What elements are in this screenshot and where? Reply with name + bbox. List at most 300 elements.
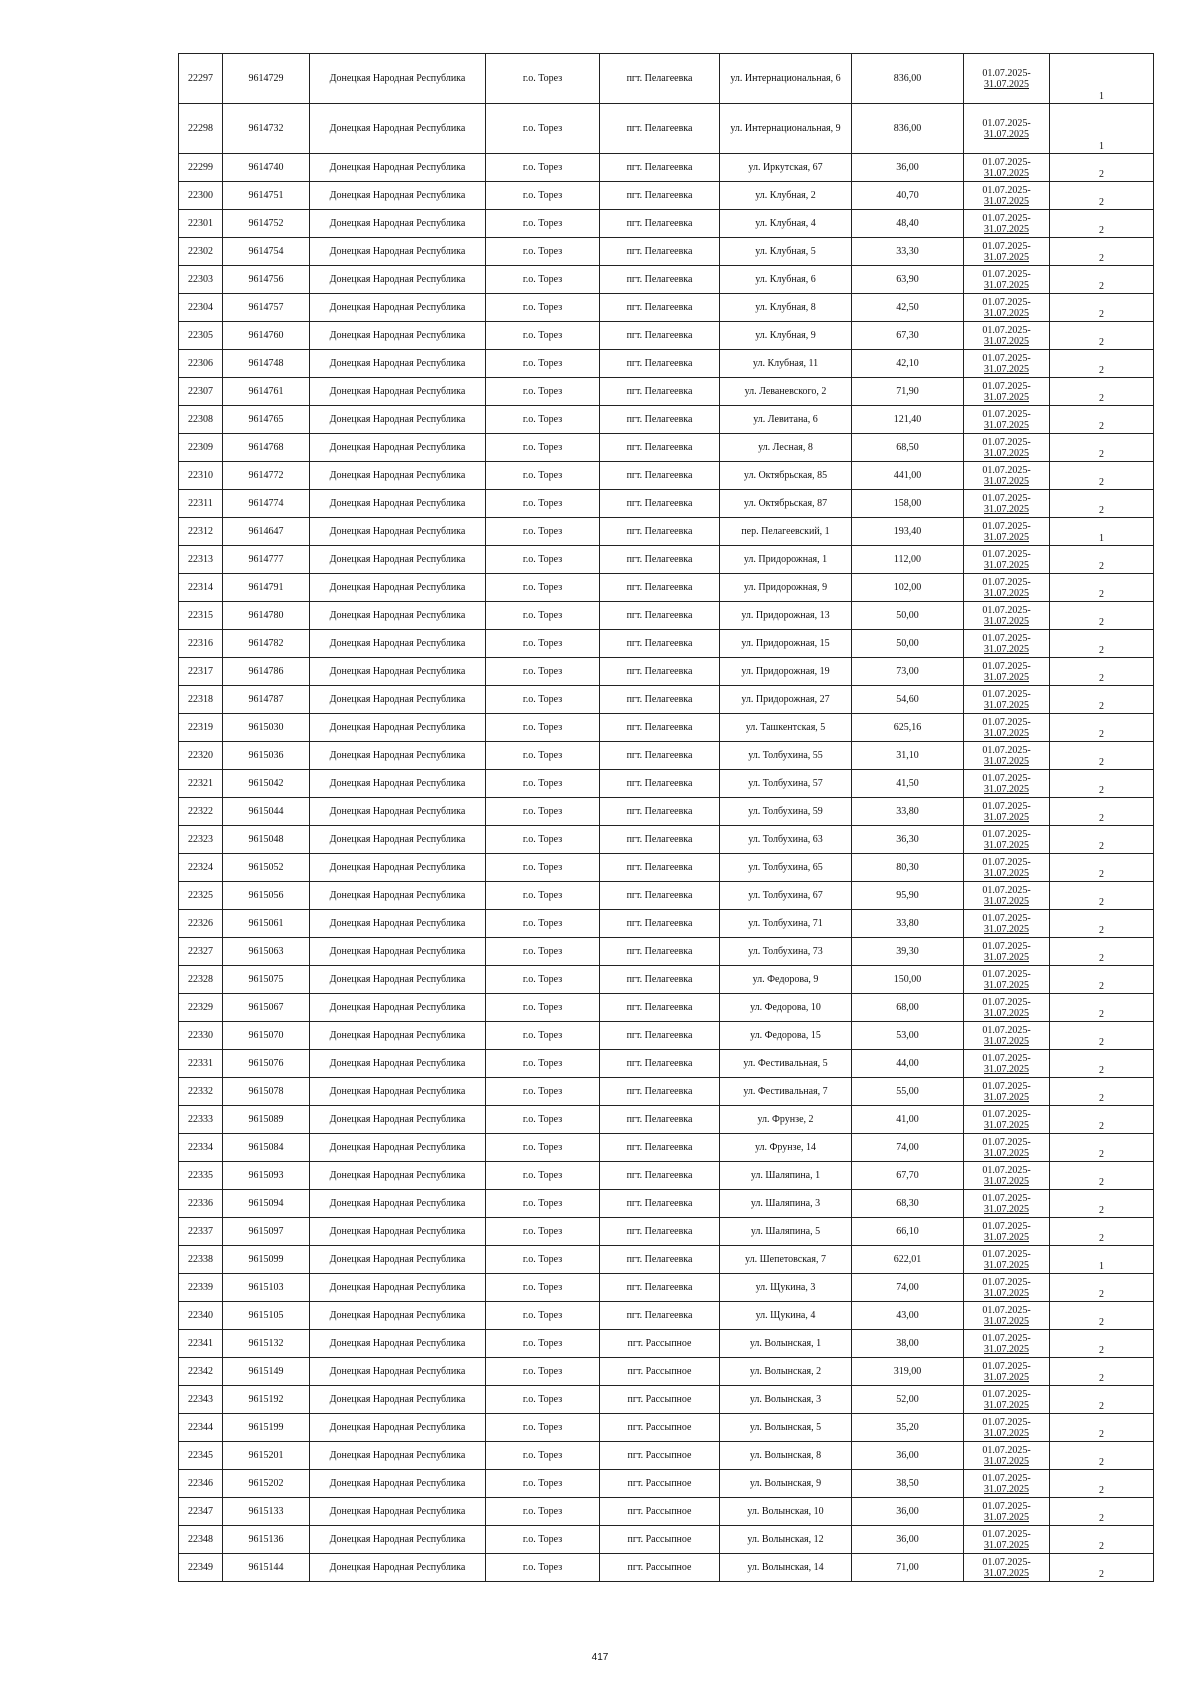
district-cell: г.о. Торез (486, 490, 600, 518)
settlement-cell: пгт. Пелагеевка (600, 742, 720, 770)
period-start: 01.07.2025- (982, 717, 1031, 728)
period-cell (964, 798, 1050, 826)
area-cell: 836,00 (852, 104, 964, 154)
period-start: 01.07.2025- (982, 1109, 1031, 1120)
count-cell: 2 (1050, 1106, 1154, 1134)
count-cell: 2 (1050, 238, 1154, 266)
area-cell: 33,80 (852, 798, 964, 826)
period-end: 31.07.2025 (984, 1232, 1029, 1243)
row-number-cell: 22314 (179, 574, 223, 602)
period-end: 31.07.2025 (984, 896, 1029, 907)
area-cell: 31,10 (852, 742, 964, 770)
table-row (179, 1134, 1154, 1162)
region-cell: Донецкая Народная Республика (310, 294, 486, 322)
region-cell: Донецкая Народная Республика (310, 1134, 486, 1162)
period-end: 31.07.2025 (984, 420, 1029, 431)
district-cell: г.о. Торез (486, 1106, 600, 1134)
district-cell: г.о. Торез (486, 1190, 600, 1218)
period-start: 01.07.2025- (982, 297, 1031, 308)
period-end: 31.07.2025 (984, 868, 1029, 879)
period-cell (964, 1190, 1050, 1218)
period-end: 31.07.2025 (984, 812, 1029, 823)
count-cell: 2 (1050, 462, 1154, 490)
row-number-cell: 22319 (179, 714, 223, 742)
settlement-cell: пгт. Рассыпное (600, 1470, 720, 1498)
period-end: 31.07.2025 (984, 1092, 1029, 1103)
table-row (179, 322, 1154, 350)
district-cell: г.о. Торез (486, 54, 600, 104)
table-row (179, 1022, 1154, 1050)
settlement-cell: пгт. Рассыпное (600, 1330, 720, 1358)
region-cell: Донецкая Народная Республика (310, 742, 486, 770)
period-start: 01.07.2025- (982, 409, 1031, 420)
region-cell: Донецкая Народная Республика (310, 1190, 486, 1218)
period-end: 31.07.2025 (984, 364, 1029, 375)
object-id-cell: 9614732 (223, 104, 310, 154)
period-cell (964, 238, 1050, 266)
area-cell: 36,30 (852, 826, 964, 854)
area-cell: 41,50 (852, 770, 964, 798)
row-number-cell: 22347 (179, 1498, 223, 1526)
row-number-cell: 22322 (179, 798, 223, 826)
region-cell: Донецкая Народная Республика (310, 238, 486, 266)
region-cell: Донецкая Народная Республика (310, 54, 486, 104)
row-number-cell: 22325 (179, 882, 223, 910)
district-cell: г.о. Торез (486, 1498, 600, 1526)
period-start: 01.07.2025- (982, 465, 1031, 476)
row-number-cell: 22301 (179, 210, 223, 238)
settlement-cell: пгт. Пелагеевка (600, 910, 720, 938)
period-end: 31.07.2025 (984, 1064, 1029, 1075)
address-cell: ул. Толбухина, 71 (720, 910, 852, 938)
object-id-cell: 9615048 (223, 826, 310, 854)
address-cell: ул. Толбухина, 59 (720, 798, 852, 826)
district-cell: г.о. Торез (486, 154, 600, 182)
count-cell: 2 (1050, 1358, 1154, 1386)
period-cell (964, 574, 1050, 602)
district-cell: г.о. Торез (486, 238, 600, 266)
settlement-cell: пгт. Пелагеевка (600, 1050, 720, 1078)
period-end: 31.07.2025 (984, 924, 1029, 935)
count-cell: 2 (1050, 882, 1154, 910)
period-start: 01.07.2025- (982, 1165, 1031, 1176)
period-end: 31.07.2025 (984, 952, 1029, 963)
table-row (179, 714, 1154, 742)
period-cell (964, 1078, 1050, 1106)
table-row (179, 1386, 1154, 1414)
address-cell: ул. Клубная, 9 (720, 322, 852, 350)
period-end: 31.07.2025 (984, 1008, 1029, 1019)
row-number-cell: 22342 (179, 1358, 223, 1386)
object-id-cell: 9614761 (223, 378, 310, 406)
address-cell: ул. Придорожная, 9 (720, 574, 852, 602)
object-id-cell: 9615199 (223, 1414, 310, 1442)
period-start: 01.07.2025- (982, 857, 1031, 868)
period-end: 31.07.2025 (984, 129, 1029, 140)
register-rows (179, 54, 1154, 1582)
district-cell: г.о. Торез (486, 518, 600, 546)
period-end: 31.07.2025 (984, 1148, 1029, 1159)
count-cell: 2 (1050, 378, 1154, 406)
row-number-cell: 22324 (179, 854, 223, 882)
area-cell: 112,00 (852, 546, 964, 574)
district-cell: г.о. Торез (486, 1526, 600, 1554)
settlement-cell: пгт. Рассыпное (600, 1358, 720, 1386)
region-cell: Донецкая Народная Республика (310, 910, 486, 938)
area-cell: 71,00 (852, 1554, 964, 1582)
object-id-cell: 9615063 (223, 938, 310, 966)
area-cell: 74,00 (852, 1134, 964, 1162)
settlement-cell: пгт. Пелагеевка (600, 1134, 720, 1162)
address-cell: ул. Федорова, 15 (720, 1022, 852, 1050)
settlement-cell: пгт. Пелагеевка (600, 266, 720, 294)
district-cell: г.о. Торез (486, 1414, 600, 1442)
period-cell (964, 966, 1050, 994)
count-cell: 2 (1050, 434, 1154, 462)
district-cell: г.о. Торез (486, 294, 600, 322)
area-cell: 43,00 (852, 1302, 964, 1330)
settlement-cell: пгт. Пелагеевка (600, 994, 720, 1022)
district-cell: г.о. Торез (486, 1274, 600, 1302)
table-row (179, 434, 1154, 462)
table-row (179, 350, 1154, 378)
period-start: 01.07.2025- (982, 745, 1031, 756)
period-start: 01.07.2025- (982, 661, 1031, 672)
area-cell: 67,30 (852, 322, 964, 350)
address-cell: ул. Толбухина, 55 (720, 742, 852, 770)
area-cell: 36,00 (852, 1498, 964, 1526)
object-id-cell: 9614751 (223, 182, 310, 210)
period-end: 31.07.2025 (984, 840, 1029, 851)
period-end: 31.07.2025 (984, 1120, 1029, 1131)
region-cell: Донецкая Народная Республика (310, 1218, 486, 1246)
row-number-cell: 22300 (179, 182, 223, 210)
period-end: 31.07.2025 (984, 196, 1029, 207)
settlement-cell: пгт. Пелагеевка (600, 1190, 720, 1218)
address-cell: ул. Клубная, 5 (720, 238, 852, 266)
table-row (179, 1218, 1154, 1246)
period-cell (964, 462, 1050, 490)
count-cell: 2 (1050, 210, 1154, 238)
row-number-cell: 22307 (179, 378, 223, 406)
page-number: 417 (591, 1652, 609, 1663)
count-cell: 2 (1050, 1498, 1154, 1526)
period-start: 01.07.2025- (982, 353, 1031, 364)
table-row (179, 1246, 1154, 1274)
period-start: 01.07.2025- (982, 325, 1031, 336)
table-row (179, 938, 1154, 966)
period-end: 31.07.2025 (984, 1540, 1029, 1551)
count-cell: 2 (1050, 154, 1154, 182)
period-end: 31.07.2025 (984, 1456, 1029, 1467)
period-cell (964, 434, 1050, 462)
area-cell: 102,00 (852, 574, 964, 602)
object-id-cell: 9615094 (223, 1190, 310, 1218)
region-cell: Донецкая Народная Республика (310, 602, 486, 630)
district-cell: г.о. Торез (486, 1218, 600, 1246)
table-row (179, 1274, 1154, 1302)
period-end: 31.07.2025 (984, 504, 1029, 515)
period-cell (964, 182, 1050, 210)
object-id-cell: 9614752 (223, 210, 310, 238)
area-cell: 36,00 (852, 154, 964, 182)
period-start: 01.07.2025- (982, 997, 1031, 1008)
object-id-cell: 9614729 (223, 54, 310, 104)
region-cell: Донецкая Народная Республика (310, 1554, 486, 1582)
address-cell: ул. Фестивальная, 5 (720, 1050, 852, 1078)
settlement-cell: пгт. Пелагеевка (600, 770, 720, 798)
region-cell: Донецкая Народная Республика (310, 434, 486, 462)
table-row (179, 1330, 1154, 1358)
count-cell: 2 (1050, 658, 1154, 686)
object-id-cell: 9615078 (223, 1078, 310, 1106)
district-cell: г.о. Торез (486, 1078, 600, 1106)
period-start: 01.07.2025- (982, 521, 1031, 532)
table-row (179, 154, 1154, 182)
address-cell: ул. Придорожная, 1 (720, 546, 852, 574)
period-start: 01.07.2025- (982, 213, 1031, 224)
period-end: 31.07.2025 (984, 448, 1029, 459)
period-start: 01.07.2025- (982, 68, 1031, 79)
object-id-cell: 9615075 (223, 966, 310, 994)
area-cell: 193,40 (852, 518, 964, 546)
period-end: 31.07.2025 (984, 672, 1029, 683)
object-id-cell: 9614777 (223, 546, 310, 574)
row-number-cell: 22332 (179, 1078, 223, 1106)
table-row (179, 1470, 1154, 1498)
object-id-cell: 9615036 (223, 742, 310, 770)
count-cell: 1 (1050, 1246, 1154, 1274)
address-cell: ул. Ташкентская, 5 (720, 714, 852, 742)
count-cell: 2 (1050, 266, 1154, 294)
table-row (179, 910, 1154, 938)
settlement-cell: пгт. Рассыпное (600, 1442, 720, 1470)
region-cell: Донецкая Народная Республика (310, 1162, 486, 1190)
district-cell: г.о. Торез (486, 1162, 600, 1190)
row-number-cell: 22345 (179, 1442, 223, 1470)
row-number-cell: 22337 (179, 1218, 223, 1246)
address-cell: ул. Придорожная, 15 (720, 630, 852, 658)
object-id-cell: 9614772 (223, 462, 310, 490)
object-id-cell: 9615105 (223, 1302, 310, 1330)
object-id-cell: 9615099 (223, 1246, 310, 1274)
period-start: 01.07.2025- (982, 689, 1031, 700)
period-cell (964, 602, 1050, 630)
period-start: 01.07.2025- (982, 549, 1031, 560)
address-cell: ул. Левитана, 6 (720, 406, 852, 434)
address-cell: ул. Волынская, 3 (720, 1386, 852, 1414)
row-number-cell: 22316 (179, 630, 223, 658)
period-start: 01.07.2025- (982, 773, 1031, 784)
region-cell: Донецкая Народная Республика (310, 1274, 486, 1302)
count-cell: 2 (1050, 1414, 1154, 1442)
district-cell: г.о. Торез (486, 1358, 600, 1386)
area-cell: 41,00 (852, 1106, 964, 1134)
row-number-cell: 22333 (179, 1106, 223, 1134)
district-cell: г.о. Торез (486, 546, 600, 574)
object-id-cell: 9615067 (223, 994, 310, 1022)
period-start: 01.07.2025- (982, 185, 1031, 196)
address-cell: ул. Шепетовская, 7 (720, 1246, 852, 1274)
period-cell (964, 1442, 1050, 1470)
period-end: 31.07.2025 (984, 1400, 1029, 1411)
table-row (179, 1106, 1154, 1134)
row-number-cell: 22336 (179, 1190, 223, 1218)
count-cell: 2 (1050, 1190, 1154, 1218)
area-cell: 42,50 (852, 294, 964, 322)
address-cell: ул. Федорова, 10 (720, 994, 852, 1022)
period-cell (964, 826, 1050, 854)
address-cell: ул. Фрунзе, 2 (720, 1106, 852, 1134)
object-id-cell: 9615061 (223, 910, 310, 938)
count-cell: 2 (1050, 938, 1154, 966)
address-cell: ул. Толбухина, 65 (720, 854, 852, 882)
period-end: 31.07.2025 (984, 1512, 1029, 1523)
period-start: 01.07.2025- (982, 1417, 1031, 1428)
period-cell (964, 378, 1050, 406)
table-row (179, 266, 1154, 294)
period-start: 01.07.2025- (982, 1529, 1031, 1540)
object-id-cell: 9614647 (223, 518, 310, 546)
object-id-cell: 9614754 (223, 238, 310, 266)
area-cell: 35,20 (852, 1414, 964, 1442)
table-row (179, 1442, 1154, 1470)
period-cell (964, 1162, 1050, 1190)
region-cell: Донецкая Народная Республика (310, 210, 486, 238)
count-cell: 2 (1050, 350, 1154, 378)
row-number-cell: 22346 (179, 1470, 223, 1498)
address-cell: ул. Фестивальная, 7 (720, 1078, 852, 1106)
period-cell (964, 1330, 1050, 1358)
row-number-cell: 22306 (179, 350, 223, 378)
district-cell: г.о. Торез (486, 938, 600, 966)
table-row (179, 630, 1154, 658)
address-cell: ул. Волынская, 2 (720, 1358, 852, 1386)
row-number-cell: 22328 (179, 966, 223, 994)
table-row (179, 742, 1154, 770)
count-cell: 2 (1050, 1050, 1154, 1078)
period-cell (964, 1414, 1050, 1442)
address-cell: ул. Клубная, 8 (720, 294, 852, 322)
period-start: 01.07.2025- (982, 829, 1031, 840)
area-cell: 36,00 (852, 1526, 964, 1554)
period-end: 31.07.2025 (984, 1036, 1029, 1047)
row-number-cell: 22315 (179, 602, 223, 630)
region-cell: Донецкая Народная Республика (310, 1022, 486, 1050)
district-cell: г.о. Торез (486, 406, 600, 434)
area-cell: 50,00 (852, 630, 964, 658)
table-row (179, 1498, 1154, 1526)
period-cell (964, 546, 1050, 574)
count-cell: 2 (1050, 1442, 1154, 1470)
address-cell: ул. Клубная, 11 (720, 350, 852, 378)
object-id-cell: 9614774 (223, 490, 310, 518)
district-cell: г.о. Торез (486, 686, 600, 714)
region-cell: Донецкая Народная Республика (310, 1498, 486, 1526)
region-cell: Донецкая Народная Республика (310, 854, 486, 882)
area-cell: 38,00 (852, 1330, 964, 1358)
object-id-cell: 9615076 (223, 1050, 310, 1078)
row-number-cell: 22326 (179, 910, 223, 938)
object-id-cell: 9615136 (223, 1526, 310, 1554)
district-cell: г.о. Торез (486, 1022, 600, 1050)
period-cell (964, 406, 1050, 434)
table-row (179, 1554, 1154, 1582)
period-start: 01.07.2025- (982, 381, 1031, 392)
district-cell: г.о. Торез (486, 602, 600, 630)
region-cell: Донецкая Народная Республика (310, 518, 486, 546)
district-cell: г.о. Торез (486, 1246, 600, 1274)
period-start: 01.07.2025- (982, 913, 1031, 924)
object-id-cell: 9615103 (223, 1274, 310, 1302)
row-number-cell: 22298 (179, 104, 223, 154)
district-cell: г.о. Торез (486, 994, 600, 1022)
settlement-cell: пгт. Пелагеевка (600, 406, 720, 434)
area-cell: 66,10 (852, 1218, 964, 1246)
table-row (179, 1358, 1154, 1386)
region-cell: Донецкая Народная Республика (310, 182, 486, 210)
region-cell: Донецкая Народная Республика (310, 1526, 486, 1554)
period-start: 01.07.2025- (982, 1249, 1031, 1260)
district-cell: г.о. Торез (486, 462, 600, 490)
settlement-cell: пгт. Рассыпное (600, 1498, 720, 1526)
district-cell: г.о. Торез (486, 1302, 600, 1330)
period-end: 31.07.2025 (984, 476, 1029, 487)
count-cell: 2 (1050, 1274, 1154, 1302)
count-cell: 1 (1050, 54, 1154, 104)
address-cell: ул. Леваневского, 2 (720, 378, 852, 406)
period-cell (964, 658, 1050, 686)
settlement-cell: пгт. Пелагеевка (600, 378, 720, 406)
settlement-cell: пгт. Рассыпное (600, 1554, 720, 1582)
period-cell (964, 518, 1050, 546)
object-id-cell: 9615089 (223, 1106, 310, 1134)
region-cell: Донецкая Народная Республика (310, 938, 486, 966)
area-cell: 150,00 (852, 966, 964, 994)
district-cell: г.о. Торез (486, 826, 600, 854)
district-cell: г.о. Торез (486, 910, 600, 938)
settlement-cell: пгт. Пелагеевка (600, 1162, 720, 1190)
period-cell (964, 1050, 1050, 1078)
address-cell: ул. Интернациональная, 6 (720, 54, 852, 104)
settlement-cell: пгт. Пелагеевка (600, 1274, 720, 1302)
settlement-cell: пгт. Пелагеевка (600, 546, 720, 574)
table-row (179, 994, 1154, 1022)
period-start: 01.07.2025- (982, 605, 1031, 616)
count-cell: 2 (1050, 182, 1154, 210)
settlement-cell: пгт. Пелагеевка (600, 1078, 720, 1106)
row-number-cell: 22330 (179, 1022, 223, 1050)
address-cell: ул. Клубная, 6 (720, 266, 852, 294)
object-id-cell: 9615070 (223, 1022, 310, 1050)
object-id-cell: 9614780 (223, 602, 310, 630)
address-cell: ул. Волынская, 12 (720, 1526, 852, 1554)
address-cell: ул. Шаляпина, 1 (720, 1162, 852, 1190)
period-end: 31.07.2025 (984, 1428, 1029, 1439)
count-cell: 2 (1050, 630, 1154, 658)
address-cell: ул. Октябрьская, 87 (720, 490, 852, 518)
row-number-cell: 22348 (179, 1526, 223, 1554)
region-cell: Донецкая Народная Республика (310, 462, 486, 490)
row-number-cell: 22334 (179, 1134, 223, 1162)
period-cell (964, 1302, 1050, 1330)
count-cell: 2 (1050, 686, 1154, 714)
area-cell: 68,30 (852, 1190, 964, 1218)
period-cell (964, 882, 1050, 910)
period-start: 01.07.2025- (982, 885, 1031, 896)
count-cell: 2 (1050, 826, 1154, 854)
settlement-cell: пгт. Пелагеевка (600, 1246, 720, 1274)
